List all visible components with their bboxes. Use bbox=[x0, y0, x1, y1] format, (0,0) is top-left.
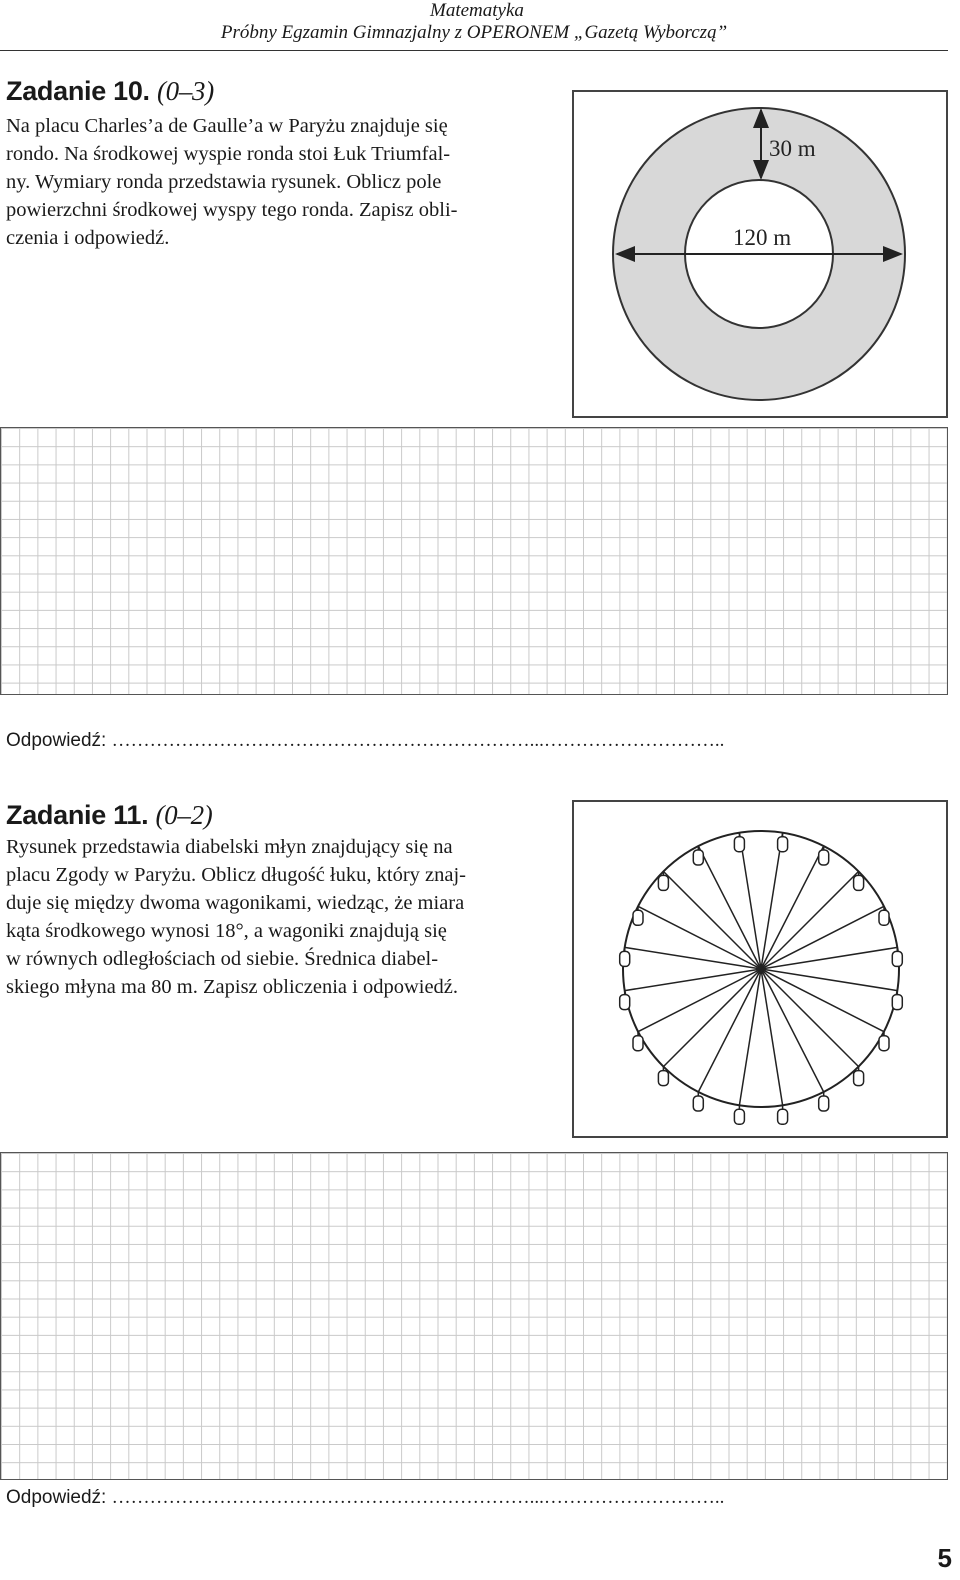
task10-line: powierzchni środkowej wyspy tego ronda. Zapisz obli- bbox=[6, 199, 458, 221]
header-subject: Matematyka bbox=[430, 0, 524, 21]
task11-answer-dots: …………………………………………………………...……………………….. bbox=[111, 1487, 725, 1508]
wheel-cabin bbox=[879, 1032, 889, 1051]
task11-line: duje się między dwoma wagonikami, wiedząc, że miara bbox=[6, 892, 465, 914]
wheel-cabin bbox=[633, 906, 643, 925]
roundabout-figure bbox=[572, 90, 948, 418]
task10-answer-line[interactable] bbox=[6, 730, 950, 752]
ferris-wheel-diagram bbox=[574, 802, 946, 1136]
task11-title bbox=[6, 800, 212, 831]
task10-line: czenia i odpowiedź. bbox=[6, 227, 170, 249]
wheel-cabin bbox=[778, 1105, 788, 1124]
task10-answer-label: Odpowiedź: bbox=[6, 730, 107, 751]
task11-line: skiego młyna ma 80 m. Zapisz obliczenia i odpowiedź. bbox=[6, 976, 459, 998]
wheel-cabin bbox=[620, 991, 630, 1010]
wheel-spokes bbox=[625, 833, 898, 1106]
task11-answer-line[interactable] bbox=[6, 1487, 950, 1509]
task10-work-grid[interactable] bbox=[0, 427, 948, 695]
wheel-spoke bbox=[663, 969, 761, 1067]
task11-points: (0–2) bbox=[155, 800, 213, 830]
task10-line: ny. Wymiary ronda przedstawia rysunek. Oblicz pole bbox=[6, 171, 442, 193]
header-divider bbox=[0, 50, 948, 51]
wheel-cabin bbox=[633, 1032, 643, 1051]
task10-answer-dots: …………………………………………………………...……………………….. bbox=[111, 730, 725, 751]
wheel-cabin bbox=[819, 1092, 829, 1111]
task11-line: w równych odległościach od siebie. Średnica diabel- bbox=[6, 948, 439, 970]
task10-title-text: Zadanie 10. bbox=[6, 76, 150, 106]
wheel-spoke bbox=[761, 969, 859, 1067]
wheel-cabin bbox=[693, 1092, 703, 1111]
wheel-cabin bbox=[778, 833, 788, 852]
task11-title-text: Zadanie 11. bbox=[6, 800, 149, 830]
task10-line: Na placu Charles’a de Gaulle’a w Paryżu znajduje się bbox=[6, 115, 448, 137]
wheel-cabin bbox=[734, 1105, 744, 1124]
task11-line: placu Zgody w Paryżu. Oblicz długość łuku, który znaj- bbox=[6, 864, 466, 886]
wheel-cabin bbox=[892, 947, 902, 966]
wheel-cabin bbox=[620, 947, 630, 966]
wheel-cabin bbox=[879, 906, 889, 925]
task10-title bbox=[6, 76, 214, 107]
page-number: 5 bbox=[937, 1543, 952, 1573]
task11-answer-label: Odpowiedź: bbox=[6, 1487, 107, 1508]
wheel-cabin bbox=[892, 991, 902, 1010]
task10-body bbox=[6, 112, 562, 252]
header-exam: Próbny Egzamin Gimnazjalny z OPERONEM „Gazetą Wyborczą” bbox=[220, 22, 728, 43]
task11-work-grid[interactable] bbox=[0, 1152, 948, 1480]
ferris-wheel-figure bbox=[572, 800, 948, 1138]
task10-line: rondo. Na środkowej wyspie ronda stoi Łuk Triumfal- bbox=[6, 143, 451, 165]
task11-line: kąta środkowego wynosi 18°, a wagoniki znajdują się bbox=[6, 920, 447, 942]
wheel-cabin bbox=[734, 833, 744, 852]
task10-points: (0–3) bbox=[156, 76, 214, 106]
roundabout-diagram bbox=[574, 92, 946, 416]
wheel-cabins bbox=[620, 833, 903, 1125]
wheel-spoke bbox=[761, 871, 859, 969]
wheel-spoke bbox=[663, 871, 761, 969]
ring-width-label: 30 m bbox=[769, 136, 816, 161]
task11-body bbox=[6, 833, 562, 1001]
page-header bbox=[0, 0, 948, 44]
task11-line: Rysunek przedstawia diabelski młyn znajdujący się na bbox=[6, 836, 453, 858]
diameter-label: 120 m bbox=[733, 225, 792, 250]
